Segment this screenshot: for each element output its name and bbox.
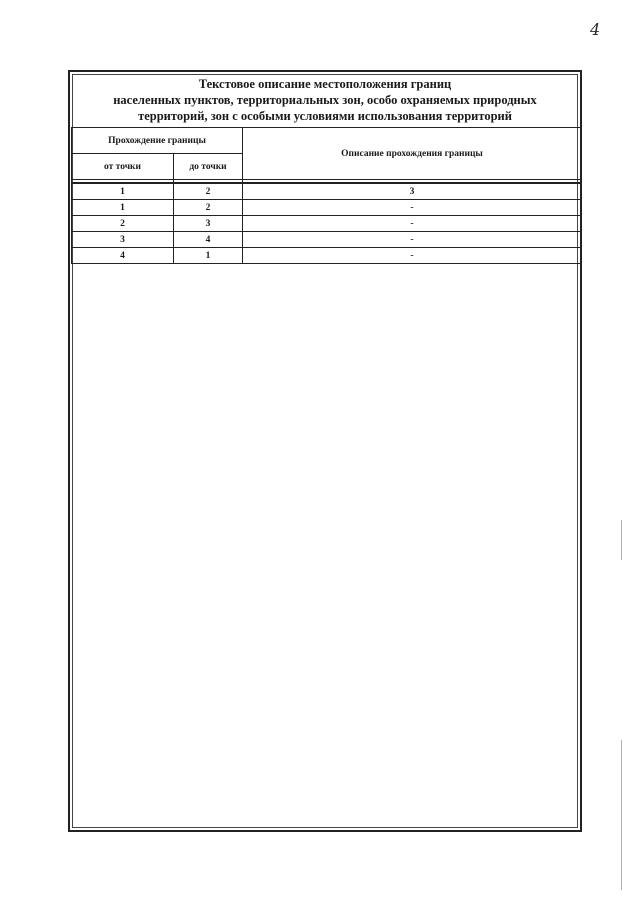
from-point-cell: 3 [72,232,174,248]
header-to-point: до точки [174,154,243,180]
title-line-3: территорий, зон с особыми условиями использования территорий [138,109,512,123]
from-point-cell: 1 [72,200,174,216]
table-row [72,248,582,264]
title-line-1: Текстовое описание местоположения границ [198,77,452,91]
header-boundary-passage: Прохождение границы [72,128,243,154]
to-point-cell: 4 [174,232,243,248]
description-cell: - [243,248,582,264]
numbering-cell-2: 2 [174,183,243,200]
to-point-cell: 3 [174,216,243,232]
page-number: 4 [590,20,601,39]
document-frame [68,70,582,832]
from-point-cell: 4 [72,248,174,264]
numbering-cell-3: 3 [243,183,582,200]
to-point-cell: 1 [174,248,243,264]
document-title [70,76,580,124]
numbering-cell-1: 1 [72,183,174,200]
description-cell: - [243,232,582,248]
scan-artifact [621,520,622,560]
table-row [72,216,582,232]
header-from-point: от точки [72,154,174,180]
description-cell: - [243,200,582,216]
title-line-2: населенных пунктов, территориальных зон, особо охраняемых природных [113,93,537,107]
to-point-cell: 2 [174,200,243,216]
scan-artifact [621,740,622,890]
description-cell: - [243,216,582,232]
from-point-cell: 2 [72,216,174,232]
table-row [72,232,582,248]
border-description-table [71,127,582,264]
table-row [72,200,582,216]
header-description: Описание прохождения границы [243,128,582,180]
numbering-row [72,183,582,200]
